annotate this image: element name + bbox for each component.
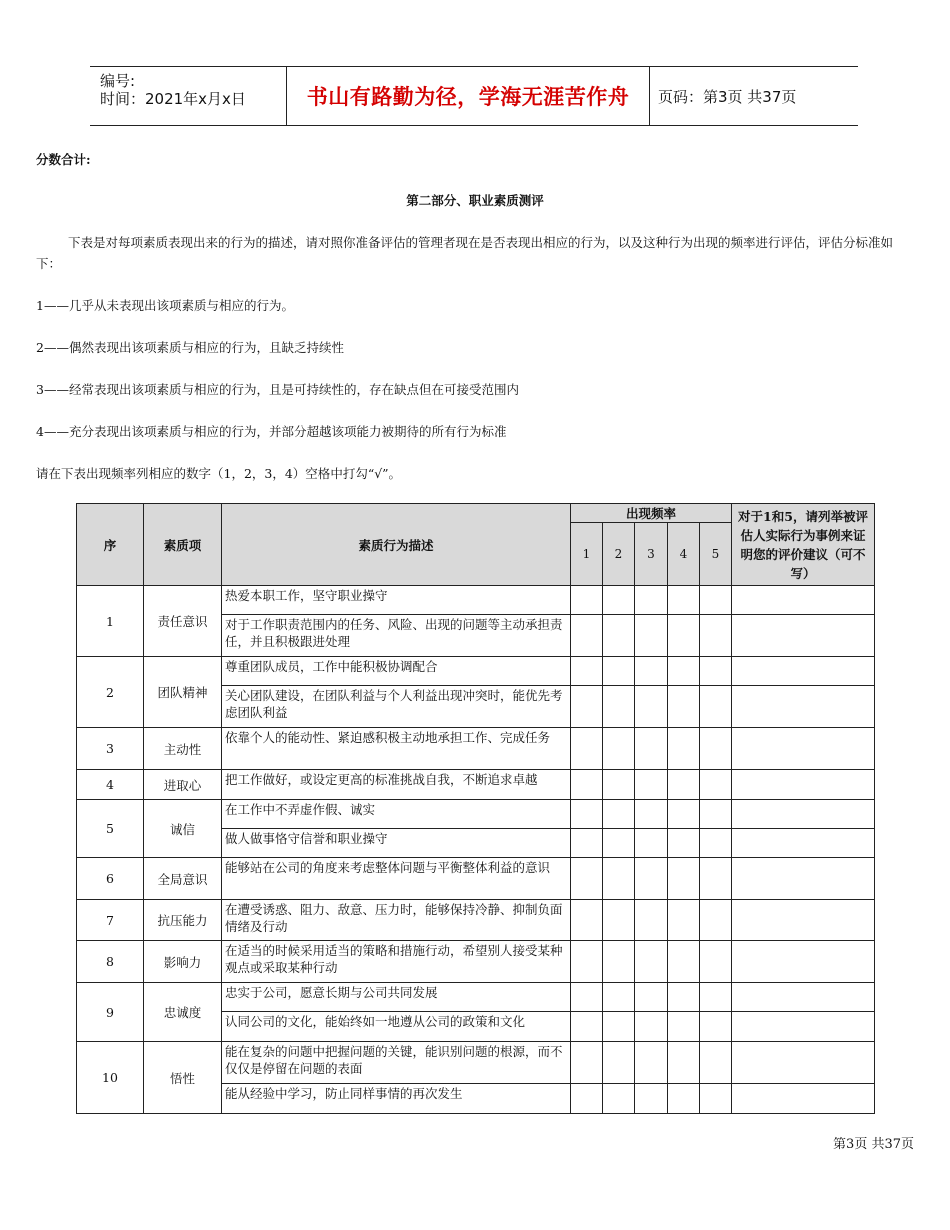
frequency-check-cell[interactable] <box>700 900 732 941</box>
row-number: 2 <box>77 657 144 728</box>
table-row <box>77 586 875 615</box>
quality-item-name: 忠诚度 <box>144 983 222 1042</box>
frequency-check-cell[interactable] <box>571 1012 603 1042</box>
table-row <box>77 657 875 686</box>
row-number: 7 <box>77 900 144 941</box>
frequency-check-cell[interactable] <box>668 941 700 983</box>
freq-level-header: 3 <box>635 523 668 586</box>
frequency-check-cell[interactable] <box>571 900 603 941</box>
freq-level-header: 1 <box>571 523 603 586</box>
frequency-check-cell[interactable] <box>635 1042 668 1084</box>
frequency-check-cell[interactable] <box>668 770 700 800</box>
behavior-description: 能从经验中学习，防止同样事情的再次发生 <box>222 1084 571 1114</box>
example-note-cell[interactable] <box>732 1012 875 1042</box>
behavior-description: 在工作中不弄虚作假、诚实 <box>222 800 571 829</box>
frequency-check-cell[interactable] <box>571 1042 603 1084</box>
behavior-description: 在遭受诱惑、阻力、敌意、压力时，能够保持冷静、抑制负面情绪及行动 <box>222 900 571 941</box>
frequency-check-cell[interactable] <box>571 686 603 728</box>
quality-item-name: 主动性 <box>144 728 222 770</box>
table-row <box>77 941 875 983</box>
col-header-desc: 素质行为描述 <box>222 504 571 586</box>
frequency-check-cell[interactable] <box>700 858 732 900</box>
frequency-check-cell[interactable] <box>603 615 635 657</box>
assessment-table <box>76 503 875 1114</box>
criteria-item: 3——经常表现出该项素质与相应的行为，且是可持续性的，存在缺点但在可接受范围内 <box>36 382 519 397</box>
example-note-cell[interactable] <box>732 770 875 800</box>
table-row <box>77 858 875 900</box>
example-note-cell[interactable] <box>732 858 875 900</box>
frequency-check-cell[interactable] <box>603 800 635 829</box>
frequency-check-cell[interactable] <box>571 858 603 900</box>
criteria-item: 4——充分表现出该项素质与相应的行为，并部分超越该项能力被期待的所有行为标准 <box>36 424 507 439</box>
frequency-check-cell[interactable] <box>635 615 668 657</box>
frequency-check-cell[interactable] <box>668 800 700 829</box>
example-note-cell[interactable] <box>732 941 875 983</box>
frequency-check-cell[interactable] <box>603 1084 635 1114</box>
behavior-description: 做人做事恪守信誉和职业操守 <box>222 829 571 858</box>
frequency-check-cell[interactable] <box>668 829 700 858</box>
behavior-description: 能够站在公司的角度来考虑整体问题与平衡整体利益的意识 <box>222 858 571 900</box>
example-note-cell[interactable] <box>732 983 875 1012</box>
instruction: 请在下表出现频率列相应的数字（1，2，3，4）空格中打勾“√”。 <box>36 466 402 481</box>
col-header-frequency: 出现频率 <box>571 504 732 523</box>
frequency-check-cell[interactable] <box>668 858 700 900</box>
header-motto-cell <box>286 67 650 125</box>
row-number: 8 <box>77 941 144 983</box>
frequency-check-cell[interactable] <box>571 941 603 983</box>
table-row <box>77 800 875 829</box>
frequency-check-cell[interactable] <box>700 686 732 728</box>
frequency-check-cell[interactable] <box>603 728 635 770</box>
frequency-check-cell[interactable] <box>668 1042 700 1084</box>
table-row <box>77 728 875 770</box>
time-label: 时间：2021年x月x日 <box>100 90 246 108</box>
behavior-description: 在适当的时候采用适当的策略和措施行动，希望别人接受某种观点或采取某种行动 <box>222 941 571 983</box>
frequency-check-cell[interactable] <box>603 657 635 686</box>
frequency-check-cell[interactable] <box>700 983 732 1012</box>
frequency-check-cell[interactable] <box>571 586 603 615</box>
behavior-description: 把工作做好，或设定更高的标准挑战自我，不断追求卓越 <box>222 770 571 800</box>
frequency-check-cell[interactable] <box>571 983 603 1012</box>
quality-item-name: 团队精神 <box>144 657 222 728</box>
section-title: 第二部分、职业素质测评 <box>406 193 544 208</box>
frequency-check-cell[interactable] <box>571 800 603 829</box>
example-note-cell[interactable] <box>732 829 875 858</box>
frequency-check-cell[interactable] <box>635 900 668 941</box>
example-note-cell[interactable] <box>732 900 875 941</box>
frequency-check-cell[interactable] <box>668 983 700 1012</box>
frequency-check-cell[interactable] <box>571 615 603 657</box>
frequency-check-cell[interactable] <box>571 770 603 800</box>
frequency-check-cell[interactable] <box>700 1084 732 1114</box>
row-number: 3 <box>77 728 144 770</box>
frequency-check-cell[interactable] <box>668 586 700 615</box>
col-header-note: 对于1和5，请列举被评估人实际行为事例来证明您的评价建议（可不写） <box>732 504 875 586</box>
frequency-check-cell[interactable] <box>668 1012 700 1042</box>
row-number: 1 <box>77 586 144 657</box>
frequency-check-cell[interactable] <box>603 941 635 983</box>
number-label: 编号: <box>100 72 136 90</box>
quality-item-name: 全局意识 <box>144 858 222 900</box>
frequency-check-cell[interactable] <box>635 941 668 983</box>
freq-level-header: 2 <box>603 523 635 586</box>
score-total-label: 分数合计: <box>36 152 91 167</box>
quality-item-name: 抗压能力 <box>144 900 222 941</box>
frequency-check-cell[interactable] <box>700 800 732 829</box>
table-body <box>77 586 875 1114</box>
page-header <box>90 66 858 126</box>
quality-item-name: 影响力 <box>144 941 222 983</box>
example-note-cell[interactable] <box>732 800 875 829</box>
frequency-check-cell[interactable] <box>700 586 732 615</box>
quality-item-name: 悟性 <box>144 1042 222 1114</box>
frequency-check-cell[interactable] <box>700 657 732 686</box>
frequency-check-cell[interactable] <box>635 829 668 858</box>
frequency-check-cell[interactable] <box>571 1084 603 1114</box>
example-note-cell[interactable] <box>732 1084 875 1114</box>
freq-level-header: 5 <box>700 523 732 586</box>
intro-paragraph: 下表是对每项素质表现出来的行为的描述，请对照你准备评估的管理者现在是否表现出相应的行为，以及这种行为出现的频率进行评估，评估分标准如下： <box>36 235 894 271</box>
frequency-check-cell[interactable] <box>571 657 603 686</box>
header-meta <box>90 67 286 125</box>
frequency-check-cell[interactable] <box>603 900 635 941</box>
frequency-check-cell[interactable] <box>700 770 732 800</box>
frequency-check-cell[interactable] <box>635 657 668 686</box>
quality-item-name: 诚信 <box>144 800 222 858</box>
frequency-check-cell[interactable] <box>668 686 700 728</box>
row-number: 9 <box>77 983 144 1042</box>
frequency-check-cell[interactable] <box>603 686 635 728</box>
frequency-check-cell[interactable] <box>635 770 668 800</box>
page-info: 页码：第3页 共37页 <box>658 87 797 106</box>
frequency-check-cell[interactable] <box>571 728 603 770</box>
header-page-cell <box>648 67 858 125</box>
behavior-description: 认同公司的文化，能始终如一地遵从公司的政策和文化 <box>222 1012 571 1042</box>
frequency-check-cell[interactable] <box>603 770 635 800</box>
motto: 书山有路勤为径，学海无涯苦作舟 <box>306 85 630 109</box>
frequency-check-cell[interactable] <box>668 657 700 686</box>
example-note-cell[interactable] <box>732 615 875 657</box>
row-number: 10 <box>77 1042 144 1114</box>
frequency-check-cell[interactable] <box>635 983 668 1012</box>
behavior-description: 尊重团队成员，工作中能积极协调配合 <box>222 657 571 686</box>
row-number: 5 <box>77 800 144 858</box>
frequency-check-cell[interactable] <box>635 858 668 900</box>
table-row <box>77 900 875 941</box>
table-row <box>77 983 875 1012</box>
quality-item-name: 进取心 <box>144 770 222 800</box>
frequency-check-cell[interactable] <box>668 615 700 657</box>
frequency-check-cell[interactable] <box>700 615 732 657</box>
col-header-seq: 序 <box>77 504 144 586</box>
frequency-check-cell[interactable] <box>635 728 668 770</box>
behavior-description: 能在复杂的问题中把握问题的关键，能识别问题的根源，而不仅仅是停留在问题的表面 <box>222 1042 571 1084</box>
page-footer: 第3页 共37页 <box>833 1137 914 1152</box>
frequency-check-cell[interactable] <box>603 1012 635 1042</box>
behavior-description: 对于工作职责范围内的任务、风险、出现的问题等主动承担责任，并且积极跟进处理 <box>222 615 571 657</box>
row-number: 6 <box>77 858 144 900</box>
example-note-cell[interactable] <box>732 686 875 728</box>
frequency-check-cell[interactable] <box>571 829 603 858</box>
frequency-check-cell[interactable] <box>603 983 635 1012</box>
example-note-cell[interactable] <box>732 1042 875 1084</box>
frequency-check-cell[interactable] <box>635 586 668 615</box>
frequency-check-cell[interactable] <box>635 1012 668 1042</box>
frequency-check-cell[interactable] <box>603 1042 635 1084</box>
behavior-description: 忠实于公司，愿意长期与公司共同发展 <box>222 983 571 1012</box>
col-header-item: 素质项 <box>144 504 222 586</box>
criteria-item: 1——几乎从未表现出该项素质与相应的行为。 <box>36 298 294 313</box>
behavior-description: 热爱本职工作，坚守职业操守 <box>222 586 571 615</box>
frequency-check-cell[interactable] <box>635 800 668 829</box>
frequency-check-cell[interactable] <box>668 1084 700 1114</box>
example-note-cell[interactable] <box>732 728 875 770</box>
behavior-description: 关心团队建设，在团队利益与个人利益出现冲突时，能优先考虑团队利益 <box>222 686 571 728</box>
frequency-check-cell[interactable] <box>603 586 635 615</box>
frequency-check-cell[interactable] <box>603 829 635 858</box>
criteria-item: 2——偶然表现出该项素质与相应的行为，且缺乏持续性 <box>36 340 344 355</box>
frequency-check-cell[interactable] <box>635 1084 668 1114</box>
behavior-description: 依靠个人的能动性、紧迫感积极主动地承担工作、完成任务 <box>222 728 571 770</box>
frequency-check-cell[interactable] <box>700 1042 732 1084</box>
table-row <box>77 770 875 800</box>
quality-item-name: 责任意识 <box>144 586 222 657</box>
frequency-check-cell[interactable] <box>700 1012 732 1042</box>
frequency-check-cell[interactable] <box>700 728 732 770</box>
frequency-check-cell[interactable] <box>700 941 732 983</box>
row-number: 4 <box>77 770 144 800</box>
example-note-cell[interactable] <box>732 657 875 686</box>
freq-level-header: 4 <box>668 523 700 586</box>
frequency-check-cell[interactable] <box>668 900 700 941</box>
example-note-cell[interactable] <box>732 586 875 615</box>
frequency-check-cell[interactable] <box>603 858 635 900</box>
frequency-check-cell[interactable] <box>700 829 732 858</box>
frequency-check-cell[interactable] <box>635 686 668 728</box>
frequency-check-cell[interactable] <box>668 728 700 770</box>
table-row <box>77 1042 875 1084</box>
